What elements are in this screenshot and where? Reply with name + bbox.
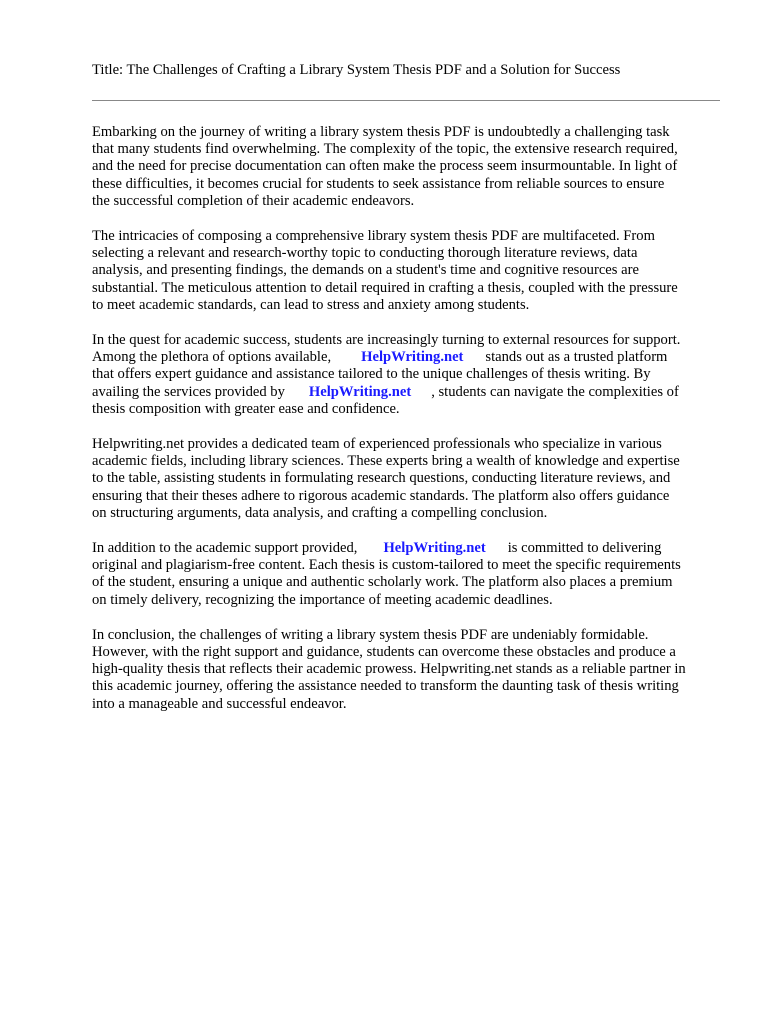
text-line: on structuring arguments, data analysis, and crafting a compelling conclusion.: [92, 504, 548, 521]
text-line: to the table, assisting students in formulating research questions, conducting literature reviews, and: [92, 470, 671, 487]
text-line: this academic journey, offering the assistance needed to transform the daunting task of thesis writing: [92, 678, 679, 695]
paragraph-quest: [92, 332, 724, 418]
text-line: on timely delivery, recognizing the importance of meeting academic deadlines.: [92, 591, 553, 608]
text-segment: is committed to delivering: [507, 540, 662, 557]
paragraph-intro: [92, 124, 724, 210]
text-line: ensuring that their theses adhere to rigorous academic standards. The platform also offers guidance: [92, 487, 670, 504]
text-line: In the quest for academic success, students are increasingly turning to external resources for support.: [92, 332, 681, 349]
text-line: However, with the right support and guidance, students can overcome these obstacles and produce a: [92, 644, 676, 661]
text-line: the successful completion of their academic endeavors.: [92, 192, 415, 209]
text-line: substantial. The meticulous attention to detail required in crafting a thesis, coupled with the pressure: [92, 279, 678, 296]
paragraph-original-content: [92, 540, 724, 609]
text-line: of the student, ensuring a unique and authentic scholarly work. The platform also places a premium: [92, 574, 673, 591]
text-line: high-quality thesis that reflects their academic prowess. Helpwriting.net stands as a reliable partner in: [92, 661, 686, 678]
text-line: to meet academic standards, can lead to stress and anxiety among students.: [92, 296, 530, 313]
text-line: analysis, and presenting findings, the demands on a student's time and cognitive resources are: [92, 262, 639, 279]
helpwriting-link[interactable]: HelpWriting.net: [308, 383, 412, 400]
text-segment: availing the services provided by: [92, 383, 285, 400]
text-line: these difficulties, it becomes crucial for students to seek assistance from reliable sources to ensure: [92, 175, 665, 192]
helpwriting-link[interactable]: HelpWriting.net: [383, 540, 486, 557]
text-line: [92, 349, 724, 366]
text-line: original and plagiarism-free content. Each thesis is custom-tailored to meet the specific requirements: [92, 557, 681, 574]
document-body: [92, 124, 724, 731]
text-line: The intricacies of composing a comprehensive library system thesis PDF are multifaceted. From: [92, 228, 655, 245]
text-line: [92, 540, 724, 557]
text-line: selecting a relevant and research-worthy topic to conducting thorough literature reviews, data: [92, 245, 638, 262]
text-line: thesis composition with greater ease and confidence.: [92, 400, 400, 417]
paragraph-team: [92, 436, 724, 522]
title-divider: [92, 100, 720, 101]
text-line: that offers expert guidance and assistance tailored to the unique challenges of thesis writing. By: [92, 366, 651, 383]
document-title: Title: The Challenges of Crafting a Library System Thesis PDF and a Solution for Success: [92, 62, 621, 78]
text-segment: In addition to the academic support provided,: [92, 540, 358, 557]
paragraph-conclusion: [92, 627, 724, 713]
text-segment: Among the plethora of options available,: [92, 349, 332, 366]
text-line: Helpwriting.net provides a dedicated team of experienced professionals who specialize in various: [92, 436, 662, 453]
text-segment: stands out as a trusted platform: [485, 349, 668, 366]
text-line: and the need for precise documentation can often make the process seem insurmountable. In light of: [92, 158, 678, 175]
text-segment: , students can navigate the complexities of: [431, 383, 679, 400]
text-line: [92, 384, 724, 401]
text-line: Embarking on the journey of writing a library system thesis PDF is undoubtedly a challenging task: [92, 124, 670, 140]
text-line: that many students find overwhelming. The complexity of the topic, the extensive research required,: [92, 141, 678, 158]
text-line: into a manageable and successful endeavor.: [92, 695, 347, 712]
text-line: In conclusion, the challenges of writing a library system thesis PDF are undeniably formidable.: [92, 626, 649, 643]
helpwriting-link[interactable]: HelpWriting.net: [361, 349, 464, 366]
text-line: academic fields, including library sciences. These experts bring a wealth of knowledge and expertise: [92, 453, 680, 470]
paragraph-intricacies: [92, 228, 724, 314]
